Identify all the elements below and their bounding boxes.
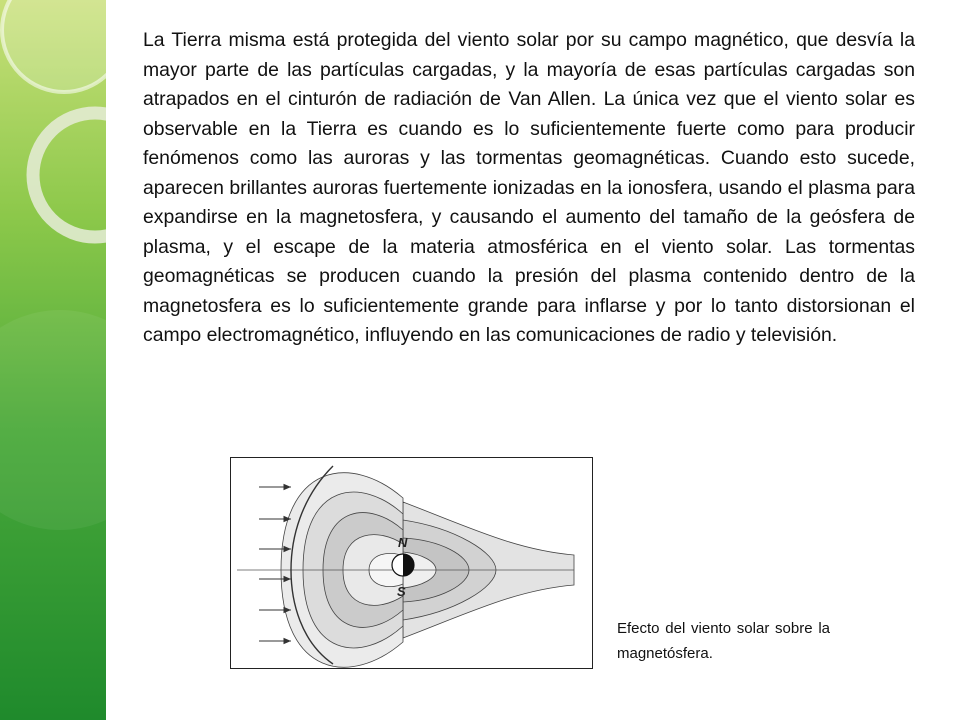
decorative-sidebar [0,0,106,720]
south-pole-label: S [397,584,406,599]
magnetosphere-diagram [231,458,592,668]
north-pole-label: N [398,535,408,550]
magnetosphere-figure [230,457,593,669]
figure-caption: Efecto del viento solar sobre la magnetósfera. [617,620,830,662]
earth-icon [392,554,414,576]
body-paragraph: La Tierra misma está protegida del viento solar por su campo magnético, que desvía la mayor parte de las partículas cargadas, y la mayoría de esas partículas cargadas son atrapados en el cinturón de radiación de Van Allen. La única vez que el viento solar es observable en la Tierra es cuando es lo suficientemente fuerte como para producir fenómenos como las auroras y las tormentas geomagnéticas. Cuando esto sucede, aparecen brillantes auroras fuertemente ionizadas en la ionosfera, usando el plasma para expandirse en la magnetosfera, y causando el aumento del tamaño de la geósfera de plasma, y el escape de la materia atmosférica en el viento solar. Las tormentas geomagnéticas se producen cuando la presión del plasma contenido dentro de la magnetosfera es lo suficientemente grande para inflarse y por lo tanto distorsionan el campo electromagnético, influyendo en las comunicaciones de radio y televisión. [143,29,915,346]
sidebar-rings-graphic [0,0,106,720]
